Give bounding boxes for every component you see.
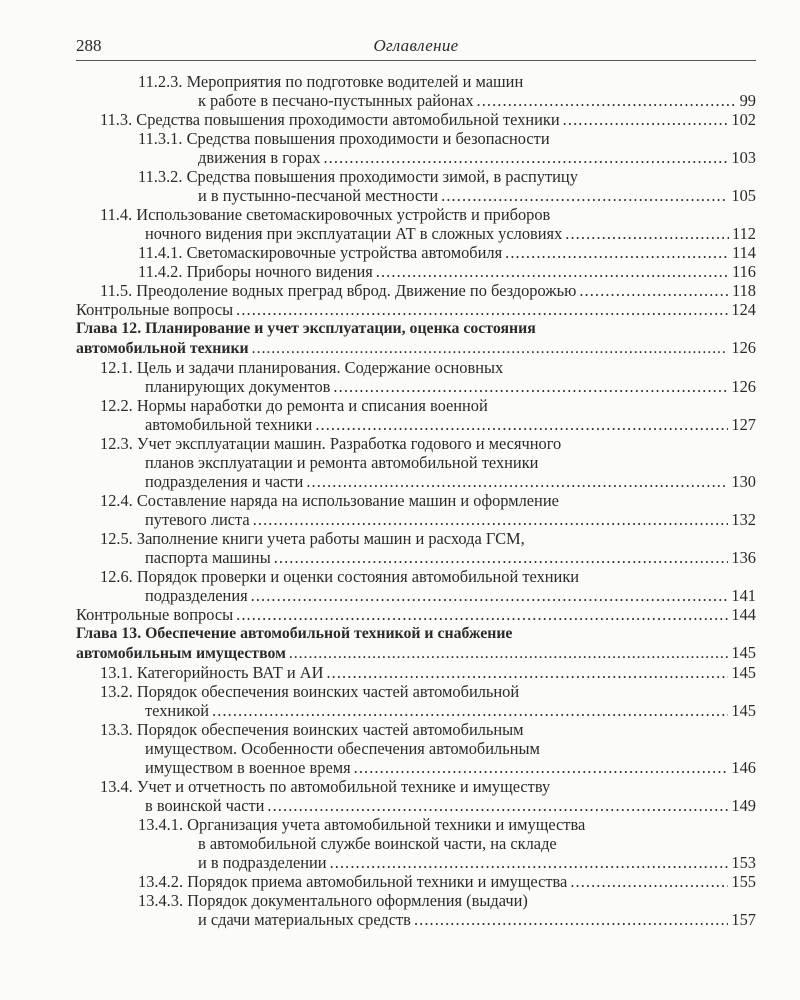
toc-page-number: 126 [731, 377, 756, 396]
toc-entry-line: 12.4. Составление наряда на использование машин и оформление [100, 491, 559, 510]
dot-leader [236, 300, 728, 319]
toc-entry-line: в воинской части [145, 796, 265, 815]
dot-leader [563, 110, 729, 129]
toc-entry-line: ночного видения при эксплуатации АТ в сложных условиях [145, 224, 563, 243]
toc-entry-line: и в подразделении [198, 853, 327, 872]
toc-entry-line: планирующих документов [145, 377, 331, 396]
toc-page-number: 149 [731, 796, 756, 815]
toc-page-number: 102 [731, 110, 756, 129]
toc-entry [76, 605, 756, 624]
toc-entry-line: 12.2. Нормы наработки до ремонта и списания военной [100, 396, 488, 415]
toc-entry-line: подразделения [145, 586, 248, 605]
toc-entry [76, 624, 756, 663]
dot-leader [306, 472, 728, 491]
toc-entry-line: Глава 13. Обеспечение автомобильной техникой и снабжение [76, 625, 513, 642]
toc-entry [76, 167, 756, 205]
toc-entry-line: Глава 12. Планирование и учет эксплуатации, оценка состояния [76, 320, 536, 337]
toc-page-number: 114 [732, 243, 756, 262]
toc-entry-line: имуществом. Особенности обеспечения автомобильным [145, 739, 540, 758]
table-of-contents [76, 72, 756, 929]
toc-entry [76, 567, 756, 605]
toc-entry-line: 13.4. Учет и отчетность по автомобильной технике и имуществу [100, 777, 551, 796]
running-title: Оглавление [373, 36, 459, 55]
toc-entry-line: имуществом в военное время [145, 758, 351, 777]
toc-page-number: 127 [731, 415, 756, 434]
toc-entry-line: планов эксплуатации и ремонта автомобильной техники [145, 453, 539, 472]
toc-entry-line: паспорта машины [145, 548, 271, 567]
dot-leader [505, 243, 729, 262]
toc-page-number: 146 [731, 758, 756, 777]
toc-page-number: 155 [731, 872, 756, 891]
toc-entry-line: к работе в песчано-пустынных районах [198, 91, 474, 110]
toc-entry-line: автомобильной техники [76, 340, 249, 357]
toc-entry [76, 205, 756, 243]
dot-leader [252, 339, 729, 358]
dot-leader [579, 281, 729, 300]
toc-entry-line: 11.4. Использование светомаскировочных устройств и приборов [100, 205, 551, 224]
toc-entry [76, 682, 756, 720]
toc-entry-line: и в пустынно-песчаной местности [198, 186, 439, 205]
dot-leader [330, 853, 729, 872]
toc-page-number: 105 [731, 186, 756, 205]
toc-entry-line: 11.4.1. Светомаскировочные устройства автомобиля [138, 243, 503, 262]
toc-page-number: 130 [731, 472, 756, 491]
toc-entry-line: Контрольные вопросы [76, 300, 234, 319]
toc-page-number: 144 [731, 605, 756, 624]
dot-leader [565, 224, 729, 243]
toc-page-number: 124 [731, 300, 756, 319]
toc-entry-line: 11.4.2. Приборы ночного видения [138, 262, 373, 281]
toc-entry [76, 872, 756, 891]
toc-page-number: 118 [732, 281, 756, 300]
toc-page-number: 145 [731, 663, 756, 682]
toc-entry-line: 13.4.3. Порядок документального оформления (выдачи) [138, 891, 528, 910]
toc-page-number: 112 [732, 224, 756, 243]
toc-entry [76, 434, 756, 491]
toc-entry-line: в автомобильной службе воинской части, на складе [198, 834, 557, 853]
dot-leader [354, 758, 729, 777]
toc-entry [76, 243, 756, 262]
toc-entry [76, 281, 756, 300]
toc-entry-line: 12.5. Заполнение книги учета работы машин и расхода ГСМ, [100, 529, 525, 548]
toc-entry-line: подразделения и части [145, 472, 304, 491]
toc-entry-line: автомобильной техники [145, 415, 313, 434]
toc-page-number: 145 [731, 701, 756, 720]
running-header [76, 36, 756, 61]
toc-entry-line: 13.3. Порядок обеспечения воинских частей автомобильным [100, 720, 524, 739]
toc-entry [76, 358, 756, 396]
toc-page-number: 116 [732, 262, 756, 281]
toc-entry [76, 72, 756, 110]
toc-entry-line: 11.3.1. Средства повышения проходимости и безопасности [138, 129, 550, 148]
toc-page-number: 136 [731, 548, 756, 567]
toc-page-number: 157 [731, 910, 756, 929]
toc-entry-line: Контрольные вопросы [76, 605, 234, 624]
dot-leader [441, 186, 728, 205]
dot-leader [251, 586, 729, 605]
toc-entry-line: 13.2. Порядок обеспечения воинских частей автомобильной [100, 682, 520, 701]
toc-page-number: 145 [731, 643, 756, 662]
toc-entry [76, 262, 756, 281]
toc-entry-line: путевого листа [145, 510, 250, 529]
toc-entry [76, 891, 756, 929]
toc-entry [76, 396, 756, 434]
toc-entry [76, 319, 756, 358]
toc-entry-line: движения в горах [198, 148, 321, 167]
toc-entry-line: 13.4.1. Организация учета автомобильной техники и имущества [138, 815, 586, 834]
toc-entry-line: 12.3. Учет эксплуатации машин. Разработка годового и месячного [100, 434, 562, 453]
dot-leader [212, 701, 728, 720]
toc-page-number: 141 [731, 586, 756, 605]
dot-leader [274, 548, 729, 567]
toc-entry-line: 11.2.3. Мероприятия по подготовке водителей и машин [138, 72, 524, 91]
dot-leader [333, 377, 728, 396]
dot-leader [236, 605, 728, 624]
toc-entry-line: и сдачи материальных средств [198, 910, 411, 929]
toc-page-number: 126 [731, 338, 756, 357]
toc-entry-line: 12.6. Порядок проверки и оценки состояния автомобильной техники [100, 567, 580, 586]
toc-entry [76, 663, 756, 682]
dot-leader [253, 510, 729, 529]
dot-leader [267, 796, 728, 815]
dot-leader [326, 663, 728, 682]
dot-leader [477, 91, 737, 110]
toc-entry-line: 12.1. Цель и задачи планирования. Содержание основных [100, 358, 504, 377]
toc-entry-line: 11.3. Средства повышения проходимости автомобильной техники [100, 110, 560, 129]
dot-leader [376, 262, 729, 281]
dot-leader [570, 872, 728, 891]
dot-leader [414, 910, 728, 929]
toc-entry [76, 491, 756, 529]
toc-entry [76, 815, 756, 872]
toc-entry [76, 720, 756, 777]
toc-entry [76, 777, 756, 815]
toc-entry-line: 11.3.2. Средства повышения проходимости зимой, в распутицу [138, 167, 578, 186]
dot-leader [323, 148, 728, 167]
toc-entry-line: автомобильным имуществом [76, 645, 286, 662]
toc-page-number: 132 [731, 510, 756, 529]
toc-page-number: 103 [731, 148, 756, 167]
toc-page-number: 153 [731, 853, 756, 872]
toc-entry [76, 529, 756, 567]
toc-entry [76, 300, 756, 319]
toc-entry [76, 110, 756, 129]
page-number: 288 [76, 36, 102, 55]
toc-entry [76, 129, 756, 167]
dot-leader [315, 415, 728, 434]
toc-page-number: 99 [739, 91, 756, 110]
toc-entry-line: 13.1. Категорийность ВАТ и АИ [100, 663, 324, 682]
toc-entry-line: 13.4.2. Порядок приема автомобильной техники и имущества [138, 872, 568, 891]
toc-entry-line: 11.5. Преодоление водных преград вброд. Движение по бездорожью [100, 281, 577, 300]
dot-leader [289, 644, 729, 663]
toc-entry-line: техникой [145, 701, 210, 720]
